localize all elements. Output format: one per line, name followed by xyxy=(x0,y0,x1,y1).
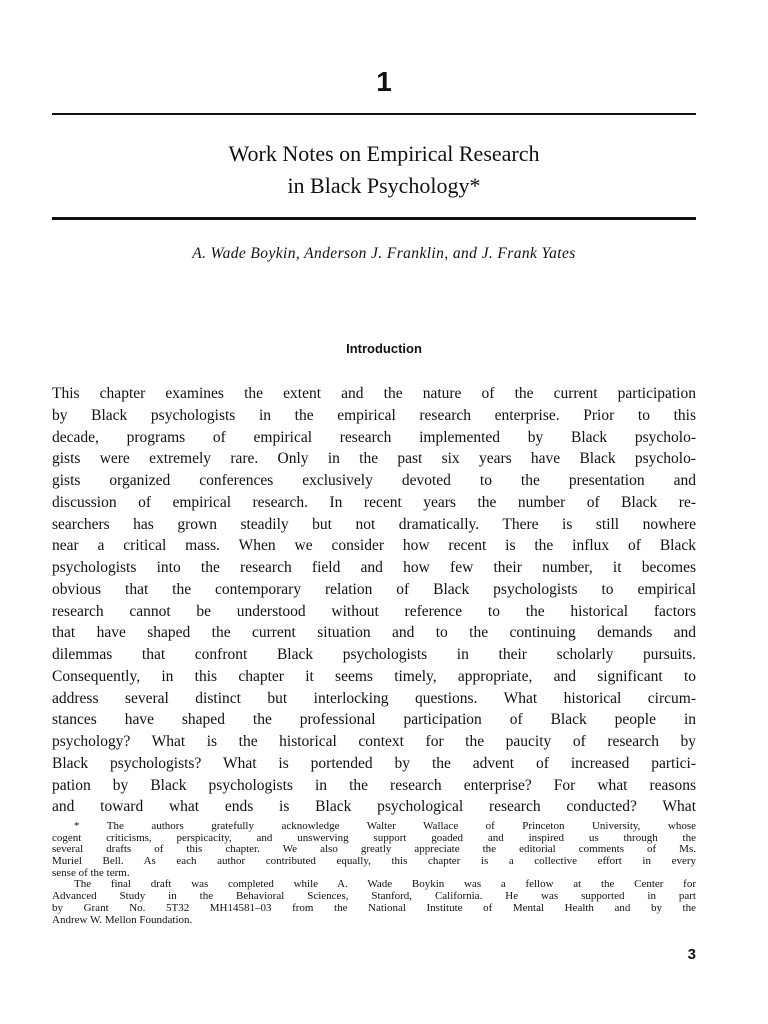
body-line: stances have shaped the professional participation of Black people in xyxy=(52,711,696,729)
body-line: that have shaped the current situation and to the continuing demands and xyxy=(52,624,696,642)
body-line: Black psychologists? What is portended by the advent of increased partici- xyxy=(52,754,696,772)
chapter-title-line-2: in Black Psychology* xyxy=(287,173,481,198)
body-line: psychology? What is the historical context for the paucity of research by xyxy=(52,733,696,750)
body-line: obvious that the contemporary relation of Black psychologists to empirical xyxy=(52,580,696,598)
body-line: pation by Black psychologists in the research enterprise? For what reasons xyxy=(52,776,696,794)
body-line: This chapter examines the extent and the nature of the current participation xyxy=(52,385,696,402)
top-rule xyxy=(52,113,696,115)
body-line: by Black psychologists in the empirical research enterprise. Prior to this xyxy=(52,406,696,424)
chapter-title xyxy=(0,138,768,202)
body-line: dilemmas that confront Black psychologists in their scholarly pursuits. xyxy=(52,646,696,663)
body-line: decade, programs of empirical research implemented by Black psycholo- xyxy=(52,428,696,446)
body-line: address several distinct but interlocking questions. What historical circum- xyxy=(52,689,696,707)
footnote-line: cogent criticisms, perspicacity, and unswerving support goaded and inspired us through the xyxy=(52,831,696,844)
bottom-rule xyxy=(52,217,696,220)
body-line: searchers has grown steadily but not dramatically. There is still nowhere xyxy=(52,515,696,533)
page-number: 3 xyxy=(687,946,696,963)
section-heading: Introduction xyxy=(346,341,422,356)
body-line: gists organized conferences exclusively devoted to the presentation and xyxy=(52,472,696,489)
body-paragraph xyxy=(52,383,696,818)
body-line: gists were extremely rare. Only in the past six years have Black psycholo- xyxy=(52,450,696,468)
footnote-line: several drafts of this chapter. We also greatly appreciate the editorial comments of Ms. xyxy=(52,843,696,856)
body-line: discussion of empirical research. In recent years the number of Black re- xyxy=(52,493,696,511)
footnote-line: * The authors gratefully acknowledge Walter Wallace of Princeton University, whose xyxy=(74,820,696,832)
body-line: psychologists into the research field and how few their number, it becomes xyxy=(52,559,696,576)
chapter-title-line-1: Work Notes on Empirical Research xyxy=(228,141,540,166)
footnote-line: Advanced Study in the Behavioral Sciences, Stanford, California. He was supported in part xyxy=(52,890,696,903)
body-line: research cannot be understood without reference to the historical factors xyxy=(52,602,696,620)
footnotes xyxy=(52,821,696,926)
footnote-line: sense of the term. xyxy=(52,866,130,879)
footnote-line: Muriel Bell. As each author contributed equally, this chapter is a collective effort in every xyxy=(52,855,696,868)
author-byline: A. Wade Boykin, Anderson J. Franklin, and J. Frank Yates xyxy=(192,245,576,262)
body-line: Consequently, in this chapter it seems timely, appropriate, and significant to xyxy=(52,667,696,685)
body-line: and toward what ends is Black psychological research conducted? What xyxy=(52,798,696,816)
chapter-number: 1 xyxy=(376,66,392,97)
footnote-line: Andrew W. Mellon Foundation. xyxy=(52,913,193,926)
footnote-line: by Grant No. 5T32 MH14581–03 from the National Institute of Mental Health and by the xyxy=(52,901,696,914)
footnote-line: The final draft was completed while A. Wade Boykin was a fellow at the Center for xyxy=(74,878,696,891)
body-line: near a critical mass. When we consider how recent is the influx of Black xyxy=(52,537,696,555)
